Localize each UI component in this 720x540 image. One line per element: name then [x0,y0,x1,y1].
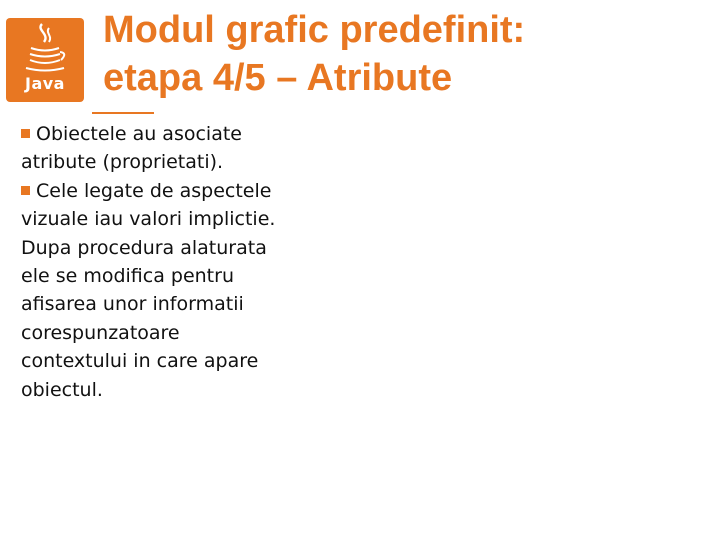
java-logo [6,18,84,102]
square-bullet-icon [21,186,30,195]
slide-title [103,6,525,102]
square-bullet-icon [21,129,30,138]
bullet-item [21,177,286,404]
slide-title-line-1: Modul grafic predefinit: [103,9,526,51]
slide-body [21,120,286,404]
java-logo-wordmark: Java [25,74,65,93]
title-underline [92,112,154,114]
bullet-text: Cele legate de aspectele vizuale iau valori implictie. Dupa procedura alaturata ele se modifica pentru afisarea unor informatii corespunzatoare contextului in care apare obiectul. [21,179,276,401]
bullet-item [21,120,286,177]
slide-title-line-2: etapa 4/5 – Atribute [103,57,453,99]
bullet-text: Obiectele au asociate atribute (proprietati). [21,123,242,174]
